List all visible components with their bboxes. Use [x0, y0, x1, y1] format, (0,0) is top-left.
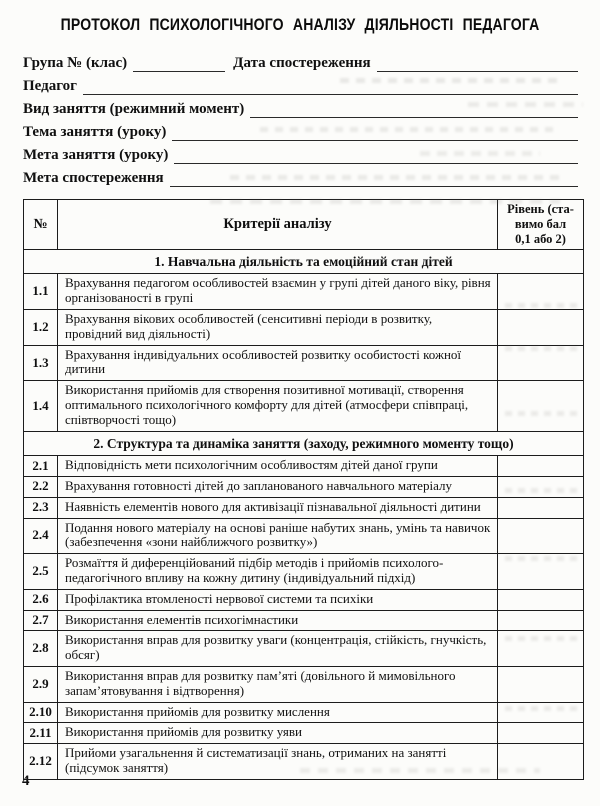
field-label-topic: Тема заняття (уроку) — [23, 124, 167, 140]
col-header-number: № — [24, 200, 58, 250]
document-title: ПРОТОКОЛ ПСИХОЛОГІЧНОГО АНАЛІЗУ ДІЯЛЬНОСТІ ПЕДАГОГА — [60, 16, 540, 34]
field-line-observation-date — [377, 54, 578, 72]
analysis-criteria-table — [23, 199, 584, 780]
form-row-activity-type — [23, 95, 578, 118]
criteria-row — [24, 310, 584, 346]
criterion-text: Профілактика втомленості нервової системи та психіки — [58, 589, 498, 610]
criteria-row — [24, 610, 584, 631]
criteria-row — [24, 589, 584, 610]
col-header-level-line: 0,1 або 2) — [515, 232, 566, 246]
section-row — [24, 250, 584, 274]
criteria-row — [24, 497, 584, 518]
criterion-text: Врахування педагогом особливостей взаємин у групі дітей даного віку, рівня організованості в групі — [58, 274, 498, 310]
criterion-number: 2.11 — [24, 723, 58, 744]
page-number: 4 — [22, 773, 30, 789]
score-cell — [498, 456, 584, 477]
form-row-group-date — [23, 49, 578, 72]
score-cell — [498, 274, 584, 310]
form-row-goal — [23, 141, 578, 164]
score-cell — [498, 631, 584, 667]
criterion-number: 2.7 — [24, 610, 58, 631]
criterion-text: Прийоми узагальнення й систематизації знань, отриманих на занятті (підсумок заняття) — [58, 744, 498, 780]
field-line-teacher — [83, 77, 578, 95]
criteria-row — [24, 518, 584, 554]
criterion-text: Використання елементів психогімнастики — [58, 610, 498, 631]
section-title: 1. Навчальна діяльність та емоційний стан дітей — [24, 250, 584, 274]
score-cell — [498, 589, 584, 610]
col-header-level — [498, 200, 584, 250]
criterion-number: 2.10 — [24, 702, 58, 723]
criterion-number: 2.3 — [24, 497, 58, 518]
form-row-teacher — [23, 72, 578, 95]
field-label-observation-date: Дата спостереження — [233, 55, 371, 71]
field-label-activity-type: Вид заняття (режимний момент) — [23, 101, 245, 117]
criteria-row — [24, 631, 584, 667]
criteria-row — [24, 667, 584, 703]
criterion-number: 2.6 — [24, 589, 58, 610]
criterion-text: Відповідність мети психологічним особливостям дітей даної групи — [58, 456, 498, 477]
criteria-row — [24, 345, 584, 381]
criterion-text: Використання прийомів для створення позитивної мотивації, створення оптимального психологічного комфорту для дітей (атмосфери співпраці, співтворчості тощо) — [58, 381, 498, 431]
score-cell — [498, 476, 584, 497]
criterion-text: Використання прийомів для розвитку уяви — [58, 723, 498, 744]
form-row-observation-goal — [23, 164, 578, 187]
criteria-row — [24, 702, 584, 723]
criterion-text: Використання вправ для розвитку пам’яті (довільного й мимовільного запам’ятовування і відтворення) — [58, 667, 498, 703]
criterion-text: Врахування індивідуальних особливостей розвитку особистості кожної дитини — [58, 345, 498, 381]
field-line-group-class — [133, 54, 225, 72]
criteria-row — [24, 274, 584, 310]
col-header-criteria: Критерії аналізу — [58, 200, 498, 250]
field-line-goal — [174, 146, 578, 164]
score-cell — [498, 497, 584, 518]
criterion-number: 1.3 — [24, 345, 58, 381]
criterion-text: Наявність елементів нового для активізації пізнавальної діяльності дитини — [58, 497, 498, 518]
criteria-row — [24, 723, 584, 744]
criterion-number: 2.12 — [24, 744, 58, 780]
criterion-number: 2.1 — [24, 456, 58, 477]
field-line-observation-goal — [170, 169, 578, 187]
criterion-number: 1.4 — [24, 381, 58, 431]
criteria-row — [24, 456, 584, 477]
criterion-number: 1.2 — [24, 310, 58, 346]
criterion-text: Врахування вікових особливостей (сенситивні періоди в розвитку, провідний вид діяльності) — [58, 310, 498, 346]
field-label-goal: Мета заняття (уроку) — [23, 147, 169, 163]
criterion-text: Використання прийомів для розвитку мислення — [58, 702, 498, 723]
criterion-number: 2.5 — [24, 554, 58, 590]
criteria-row — [24, 476, 584, 497]
criterion-text: Розмаїття й диференційований підбір методів і прийомів психолого-педагогічного впливу на кожну дитину (індивідуальний підхід) — [58, 554, 498, 590]
criterion-number: 2.2 — [24, 476, 58, 497]
criterion-number: 2.9 — [24, 667, 58, 703]
field-label-teacher: Педагог — [23, 78, 77, 94]
field-line-activity-type — [250, 100, 578, 118]
criteria-row — [24, 744, 584, 780]
criteria-row — [24, 381, 584, 431]
score-cell — [498, 345, 584, 381]
col-header-level-line: Рівень (ста- — [507, 202, 574, 216]
score-cell — [498, 310, 584, 346]
criteria-row — [24, 554, 584, 590]
field-label-group-class: Група № (клас) — [23, 55, 128, 71]
document-page — [0, 16, 600, 806]
score-cell — [498, 723, 584, 744]
criterion-text: Врахування готовності дітей до запланованого навчального матеріалу — [58, 476, 498, 497]
header-form — [23, 49, 578, 187]
score-cell — [498, 518, 584, 554]
field-line-topic — [172, 123, 578, 141]
score-cell — [498, 554, 584, 590]
criterion-number: 1.1 — [24, 274, 58, 310]
field-label-observation-goal: Мета спостереження — [23, 170, 164, 186]
score-cell — [498, 744, 584, 780]
score-cell — [498, 381, 584, 431]
form-row-topic — [23, 118, 578, 141]
score-cell — [498, 667, 584, 703]
criterion-number: 2.8 — [24, 631, 58, 667]
score-cell — [498, 610, 584, 631]
score-cell — [498, 702, 584, 723]
criterion-text: Використання вправ для розвитку уваги (концентрація, стійкість, гнучкість, обсяг) — [58, 631, 498, 667]
section-row — [24, 431, 584, 455]
col-header-level-line: вимо бал — [514, 217, 567, 231]
criterion-text: Подання нового матеріалу на основі раніше набутих знань, умінь та навичок (забезпечення «зони найближчого розвитку») — [58, 518, 498, 554]
section-title: 2. Структура та динаміка заняття (заходу, режимного моменту тощо) — [24, 431, 584, 455]
criterion-number: 2.4 — [24, 518, 58, 554]
table-header-row — [24, 200, 584, 250]
